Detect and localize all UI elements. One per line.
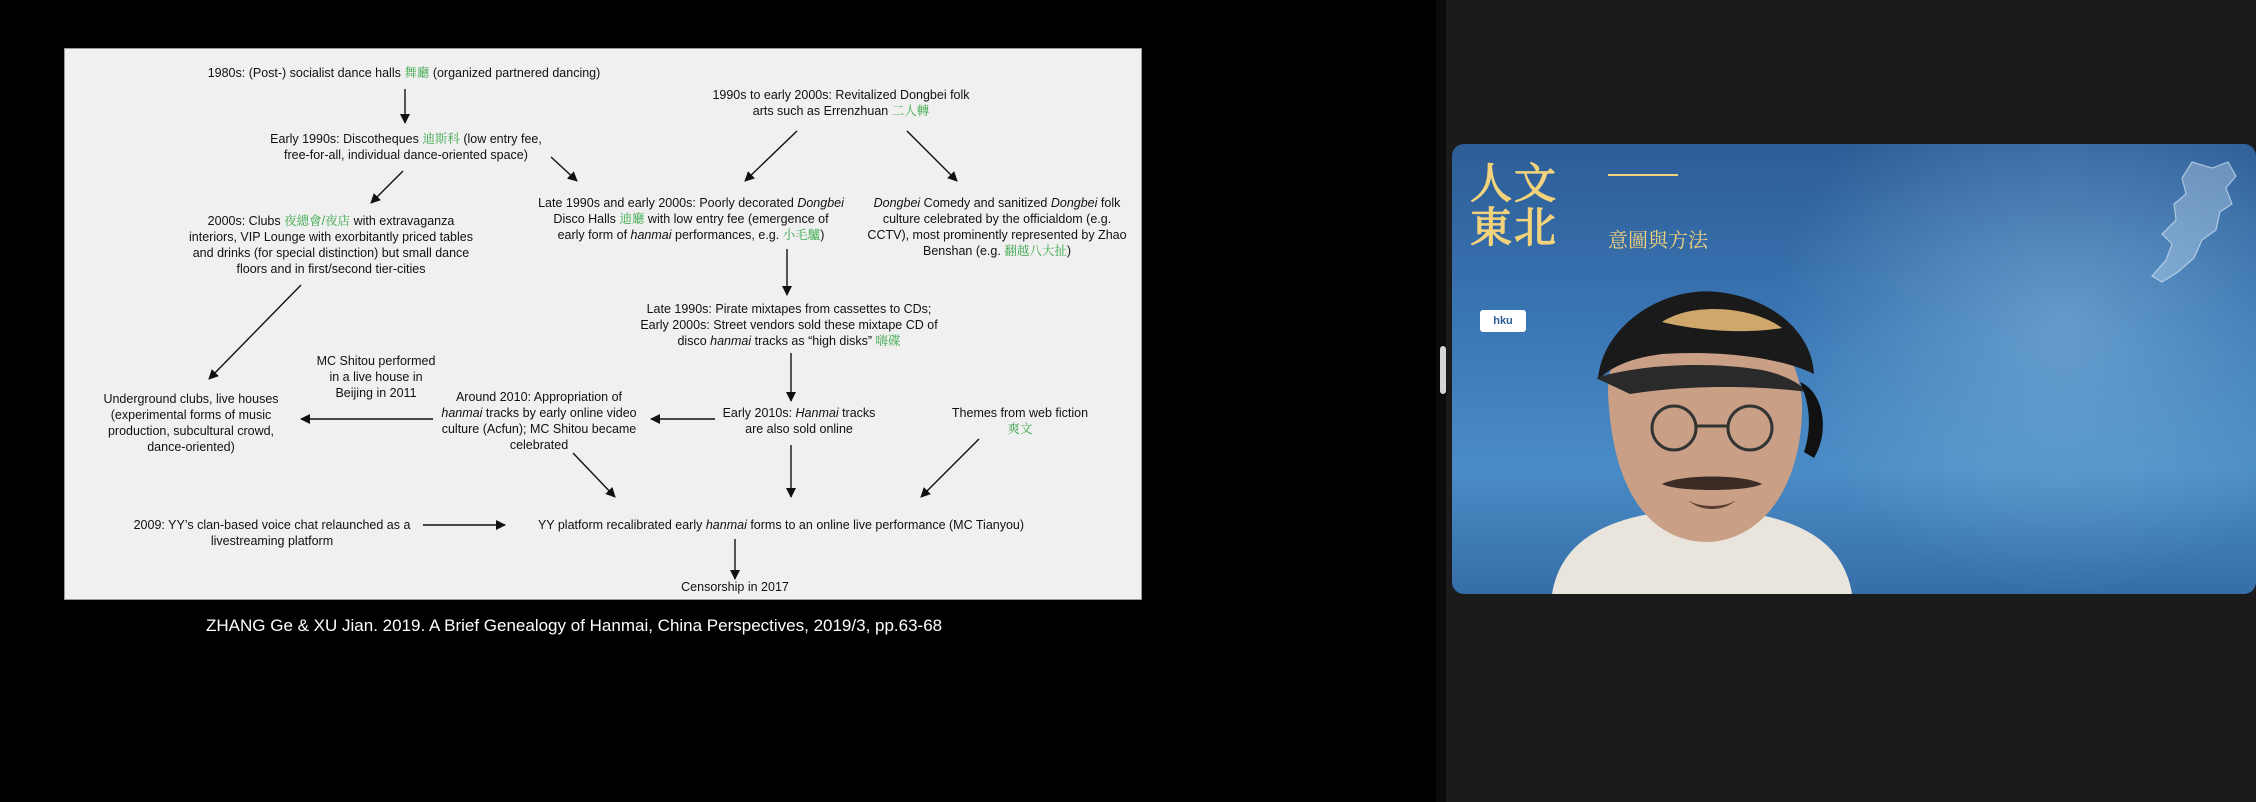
arrow-folk-to-late1990s bbox=[745, 131, 797, 181]
map-silhouette-icon bbox=[2132, 154, 2242, 294]
arrow-2010-to-yy bbox=[573, 453, 615, 497]
arrow-webfiction-to-yy bbox=[921, 439, 979, 497]
speaker-video-tile[interactable] bbox=[1452, 144, 2256, 594]
node-late1990s-disco-halls: Late 1990s and early 2000s: Poorly decorated Dongbei Disco Halls 迪廳 with low entry fee (emergence of early form of hanmai performances, e.g. 小毛驢) bbox=[538, 196, 844, 242]
node-2009-yy-relaunch: 2009: YY’s clan-based voice chat relaunched as a livestreaming platform bbox=[133, 518, 411, 548]
arrow-1990s-to-2000s bbox=[371, 171, 403, 203]
node-web-fiction: Themes from web fiction 爽文 bbox=[951, 406, 1089, 436]
arrow-2000s-to-underground bbox=[209, 285, 301, 379]
node-dongbei-comedy: Dongbei Comedy and sanitized Dongbei folk culture celebrated by the officialdom (e.g. CCTV), most prominently represented by Zhao Benshan (e.g. 翻越八大扯) bbox=[867, 196, 1127, 258]
node-early2010s-online: Early 2010s: Hanmai tracks are also sold online bbox=[722, 406, 876, 436]
node-2000s-clubs: 2000s: Clubs 夜總會/夜店 with extravaganza interiors, VIP Lounge with exorbitantly priced tables and drinks (for special distinction) but small dance floors and in first/second tier-cities bbox=[189, 214, 473, 276]
node-mc-shitou-live-house: MC Shitou performed in a live house in Beijing in 2011 bbox=[316, 354, 436, 400]
university-logo: hku bbox=[1480, 310, 1526, 332]
node-1990s-folk-arts: 1990s to early 2000s: Revitalized Dongbei folk arts such as Errenzhuan 二人轉 bbox=[712, 88, 970, 118]
slide-caption: ZHANG Ge & XU Jian. 2019. A Brief Genealogy of Hanmai, China Perspectives, 2019/3, pp.63-68 bbox=[206, 616, 943, 635]
genealogy-diagram bbox=[64, 48, 1142, 600]
arrow-folk-to-comedy bbox=[907, 131, 957, 181]
node-pirate-mixtapes: Late 1990s: Pirate mixtapes from cassettes to CDs; Early 2000s: Street vendors sold these mixtape CD of disco hanmai tracks as “high disks” 嗨碟 bbox=[640, 302, 938, 348]
node-early1990s-discotheques: Early 1990s: Discotheques 迪斯科 (low entry fee, free-for-all, individual dance-oriented space) bbox=[270, 132, 542, 162]
banner-subtitle: 意圖與方法 bbox=[1608, 228, 1708, 252]
banner-rule bbox=[1608, 174, 1678, 176]
node-around-2010: Around 2010: Appropriation of hanmai tracks by early online video culture (Acfun); MC Shitou became celebrated bbox=[441, 390, 637, 452]
banner-title: 人文 東北 bbox=[1470, 159, 1559, 252]
node-censorship-2017: Censorship in 2017 bbox=[681, 580, 789, 594]
node-yy-platform: YY platform recalibrated early hanmai forms to an online live performance (MC Tianyou) bbox=[537, 518, 1025, 532]
speaker-figure bbox=[1512, 262, 1892, 594]
node-1980s-dance-halls: 1980s: (Post-) socialist dance halls 舞廳 (organized partnered dancing) bbox=[207, 66, 601, 80]
node-underground-clubs: Underground clubs, live houses (experimental forms of music production, subcultural crowd, dance-oriented) bbox=[103, 392, 279, 454]
